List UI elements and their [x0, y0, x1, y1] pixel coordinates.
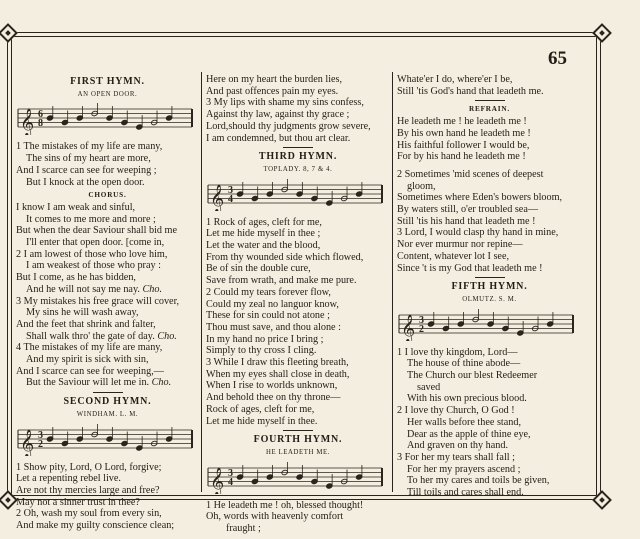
lyric-text: For her my prayers ascend ; [407, 463, 521, 475]
hymn-tune: AN OPEN DOOR. [77, 90, 138, 98]
lyric-text: saved [417, 381, 441, 393]
lyric-text: 3 My lips with shame my sins confess, [206, 97, 364, 109]
lyric-text: The house of thine abode— [407, 358, 521, 370]
lyric-line [206, 252, 390, 264]
lyric-text: And make my guilty conscience clean; [16, 520, 175, 532]
hymn-tune: HE LEADETH ME. [265, 448, 331, 456]
lyric-text: Since 't is my God that leadeth me ! [397, 262, 543, 274]
time-signature-top: 6 [38, 109, 43, 121]
hymn-title: FOURTH HYMN. [253, 434, 343, 446]
lyric-text: 2 I love thy Church, O God ! [397, 405, 515, 417]
lyric-line [16, 284, 199, 296]
lyric-text: Shall walk thro' the gate of day. [26, 330, 155, 342]
lyric-line [16, 260, 199, 272]
lyric-text: Sometimes where Eden's bowers bloom, [397, 192, 563, 204]
lyric-text: Rock of ages, cleft for me, [206, 403, 315, 415]
lyric-line [206, 380, 390, 392]
lyric-line [397, 116, 582, 128]
lyric-line [397, 417, 582, 429]
treble-clef-icon: 𝄞 [210, 466, 225, 494]
lyric-line [397, 204, 582, 216]
lyric-text: And I scarce can see for weeping,— [16, 365, 164, 377]
lyric-line [397, 74, 582, 86]
lyric-text: 1 Show pity, Lord, O Lord, forgive; [16, 461, 162, 473]
lyric-line [397, 128, 582, 140]
lyric-text: Content, whatever lot I see, [397, 250, 510, 262]
lyric-line [206, 86, 390, 98]
lyric-text: In my hand no price I bring ; [206, 333, 324, 345]
treble-clef-icon: 𝄞 [20, 108, 35, 136]
lyric-line [397, 169, 582, 181]
column-left [16, 74, 199, 532]
lyric-line [16, 141, 199, 153]
lyric-text: And I scarce can see for weeping ; [16, 164, 157, 176]
lyric-text: Let the water and the blood, [206, 240, 321, 252]
section-rule [283, 430, 313, 431]
lyric-text: Simply to thy cross I cling. [206, 345, 317, 357]
hymn-tune: WINDHAM. L. M. [76, 410, 139, 418]
hymn-tune: TOPLADY. 8, 7 & 4. [263, 165, 333, 173]
lyric-text: gloom, [407, 180, 436, 192]
time-signature-bottom: 2 [419, 323, 424, 335]
lyric-text: Still 'tis God's hand that leadeth me. [397, 85, 544, 97]
lyric-text: But the Saviour will let me in. [26, 377, 150, 389]
chorus-cue: Cho. [157, 330, 177, 342]
lyric-line [206, 217, 390, 229]
refrain-label: REFRAIN. [469, 105, 510, 114]
lyric-line [206, 416, 390, 428]
lyric-text: And graven on thy hand. [407, 440, 509, 452]
lyric-text: Save from wrath, and make me pure. [206, 275, 357, 287]
lyric-text: Till toils and cares shall end. [407, 487, 524, 499]
lyric-line [397, 452, 582, 464]
lyric-line [16, 177, 199, 189]
lyric-line [16, 214, 199, 226]
lyric-text: Lord,should thy judgments grow severe, [206, 120, 371, 132]
lyric-text: Let me hide myself in thee ; [206, 228, 321, 240]
lyric-line [206, 500, 390, 512]
music-staff-third [206, 179, 384, 211]
lyric-line [16, 366, 199, 378]
lyric-text: When my eyes shall close in death, [206, 368, 350, 380]
column-middle [206, 74, 390, 535]
music-staff-second [16, 424, 194, 456]
time-signature-top: 3 [228, 467, 233, 479]
section-rule [475, 277, 505, 278]
lyric-line [16, 520, 199, 532]
lyric-line [206, 287, 390, 299]
lyric-text: 2 Sometimes 'mid scenes of deepest [397, 168, 544, 180]
lyric-text: Here on my heart the burden lies, [206, 74, 343, 85]
lyric-line [206, 310, 390, 322]
lyric-text: 1 The mistakes of my life are many, [16, 141, 163, 153]
lyric-line [16, 497, 199, 509]
lyric-line [16, 296, 199, 308]
lyric-text: 3 While I draw this fleeting breath, [206, 357, 349, 369]
lyric-text: Be of sin the double cure, [206, 263, 311, 275]
treble-clef-icon: 𝄞 [20, 428, 35, 456]
lyric-text: His faithful follower I would be, [397, 139, 530, 151]
lyric-text: Against thy law, against thy grace ; [206, 109, 350, 121]
lyric-line [16, 272, 199, 284]
lyric-text: 2 Oh, wash my soul from every sin, [16, 508, 162, 520]
column-divider-1 [201, 72, 202, 492]
lyric-line [16, 342, 199, 354]
lyric-text: And the feet that shrink and falter, [16, 318, 156, 330]
lyric-line [397, 440, 582, 452]
lyric-text: fraught ; [226, 523, 261, 535]
lyric-text: And he will not say me nay. [26, 283, 140, 295]
lyric-text: Are not thy mercies large and free? [16, 484, 160, 496]
section-rule [475, 100, 505, 101]
lyric-text: From thy wounded side which flowed, [206, 251, 364, 263]
lyric-line [16, 249, 199, 261]
lyric-line [397, 393, 582, 405]
lyric-text: 2 I am lowest of those who love him, [16, 248, 168, 260]
treble-clef-icon: 𝄞 [401, 313, 416, 341]
lyric-text: The Church our blest Redeemer [407, 370, 538, 382]
chorus-cue: Cho. [151, 377, 172, 389]
lyric-text: Let a repenting rebel live. [16, 473, 121, 485]
lyric-line [16, 508, 199, 520]
lyric-line [397, 86, 582, 98]
section-rule [283, 147, 313, 148]
lyric-line [16, 331, 199, 343]
lyric-line [206, 334, 390, 346]
lyric-text: Could my zeal no languor know, [206, 298, 339, 310]
lyric-line [206, 357, 390, 369]
lyric-line [16, 165, 199, 177]
lyric-line [206, 263, 390, 275]
lyric-line [397, 405, 582, 417]
lyric-line [206, 511, 390, 523]
lyric-line [16, 307, 199, 319]
lyric-text: And behold thee on thy throne— [206, 392, 341, 404]
lyric-line [397, 487, 582, 499]
time-signature-bottom: 2 [38, 438, 43, 450]
lyric-line [16, 225, 199, 237]
lyric-line [397, 464, 582, 476]
lyric-line [206, 74, 390, 86]
lyric-text: I know I am weak and sinful, [16, 201, 136, 213]
chorus-label: CHORUS. [88, 191, 127, 200]
lyric-text: I am condemned, but thou art clear. [206, 132, 351, 144]
lyric-text: And past offences pain my eyes. [206, 85, 339, 97]
lyric-line [206, 121, 390, 133]
lyric-text: 1 He leadeth me ! oh, blessed thought! [206, 499, 364, 511]
lyric-text: Oh, words with heavenly comfort [206, 511, 344, 523]
time-signature-bottom: 4 [228, 476, 233, 488]
lyric-line [397, 140, 582, 152]
column-divider-2 [392, 72, 393, 492]
lyric-line [397, 216, 582, 228]
lyric-text: 3 Lord, I would clasp thy hand in mine, [397, 227, 559, 239]
lyric-text: To her my cares and toils be given, [407, 475, 550, 487]
lyric-line [397, 263, 582, 275]
lyric-line [206, 109, 390, 121]
time-signature-bottom: 4 [228, 193, 233, 205]
lyric-line [397, 429, 582, 441]
lyric-text: By his own hand he leadeth me ! [397, 127, 531, 139]
lyric-line [16, 153, 199, 165]
lyric-line [206, 404, 390, 416]
lyric-text: Dear as the apple of thine eye, [407, 428, 531, 440]
lyric-text: 1 I love thy kingdom, Lord— [397, 346, 518, 358]
treble-clef-icon: 𝄞 [210, 183, 225, 211]
lyric-line [397, 192, 582, 204]
lyric-text: 1 Rock of ages, cleft for me, [206, 216, 322, 228]
lyric-text: 2 Could my tears forever flow, [206, 286, 331, 298]
lyric-text: But I come, as he has bidden, [16, 272, 136, 284]
lyric-text: By waters still, o'er troubled sea— [397, 204, 539, 216]
lyric-text: Whate'er I do, where'er I be, [397, 74, 513, 85]
lyric-text: Nor ever murmur nor repine— [397, 239, 523, 251]
page-number: 65 [548, 48, 567, 69]
lyric-text: Thou must save, and thou alone : [206, 321, 341, 333]
lyric-line [16, 354, 199, 366]
time-signature-top: 3 [419, 314, 424, 326]
lyric-line [206, 299, 390, 311]
lyric-line [16, 319, 199, 331]
lyric-text: I'll enter that open door. [come in, [26, 237, 165, 249]
music-staff-first [16, 103, 194, 135]
lyric-line [16, 237, 199, 249]
lyric-line [206, 392, 390, 404]
lyric-text: For by his hand he leadeth me ! [397, 151, 526, 163]
lyric-text: But when the dear Saviour shall bid me [16, 225, 177, 237]
lyric-line [206, 97, 390, 109]
lyric-line [397, 358, 582, 370]
lyric-line [397, 370, 582, 382]
lyric-text: Let me hide myself in thee. [206, 415, 318, 427]
lyric-text: 4 The mistakes of my life are many, [16, 342, 163, 354]
lyric-line [206, 228, 390, 240]
lyric-text: 3 For her my tears shall fall ; [397, 451, 515, 463]
lyric-line [397, 347, 582, 359]
lyric-text: These for sin could not atone ; [206, 310, 330, 322]
lyric-line [206, 369, 390, 381]
lyric-text: He leadeth me ! he leadeth me ! [397, 116, 527, 128]
hymn-title: THIRD HYMN. [258, 151, 338, 163]
time-signature-top: 3 [38, 429, 43, 441]
lyric-line [206, 275, 390, 287]
hymn-tune: OLMUTZ. S. M. [462, 295, 517, 303]
section-rule [93, 392, 123, 393]
hymn-title: FIFTH HYMN. [451, 281, 528, 293]
lyric-text: May not a sinner trust in thee? [16, 496, 140, 508]
lyric-line [397, 382, 582, 394]
lyric-line [397, 181, 582, 193]
lyric-line [16, 377, 199, 389]
lyric-line [397, 475, 582, 487]
lyric-line [397, 227, 582, 239]
lyric-line [397, 251, 582, 263]
lyric-text: But I knock at the open door. [26, 176, 145, 188]
lyric-line [206, 133, 390, 145]
lyric-text: 3 My mistakes his free grace will cover, [16, 295, 180, 307]
lyric-line [206, 523, 390, 535]
lyric-text: With his own precious blood. [407, 393, 527, 405]
time-signature-top: 3 [228, 184, 233, 196]
lyric-line [16, 202, 199, 214]
lyric-text: And my spirit is sick with sin, [26, 354, 149, 366]
lyric-line [206, 345, 390, 357]
hymn-title: FIRST HYMN. [70, 76, 145, 87]
lyric-text: Still 'tis his hand that leadeth me ! [397, 215, 536, 227]
lyric-line [397, 151, 582, 163]
lyric-line [16, 485, 199, 497]
time-signature-bottom: 8 [38, 118, 43, 130]
lyric-line [206, 240, 390, 252]
lyric-text: My sins he will wash away, [26, 307, 139, 319]
lyric-line [16, 473, 199, 485]
lyric-text: The sins of my heart are more, [26, 153, 151, 165]
lyric-line [16, 462, 199, 474]
chorus-cue: Cho. [142, 283, 163, 295]
music-staff-fifth [397, 309, 575, 341]
lyric-text: When I rise to worlds unknown, [206, 380, 338, 392]
lyric-line [397, 239, 582, 251]
lyric-line [206, 322, 390, 334]
music-staff-fourth [206, 462, 384, 494]
lyric-text: I am weakest of those who pray : [26, 260, 161, 272]
lyric-text: It comes to me more and more ; [26, 213, 156, 225]
lyric-text: Her walls before thee stand, [407, 416, 521, 428]
hymn-title: SECOND HYMN. [63, 396, 152, 408]
column-right [397, 74, 582, 499]
